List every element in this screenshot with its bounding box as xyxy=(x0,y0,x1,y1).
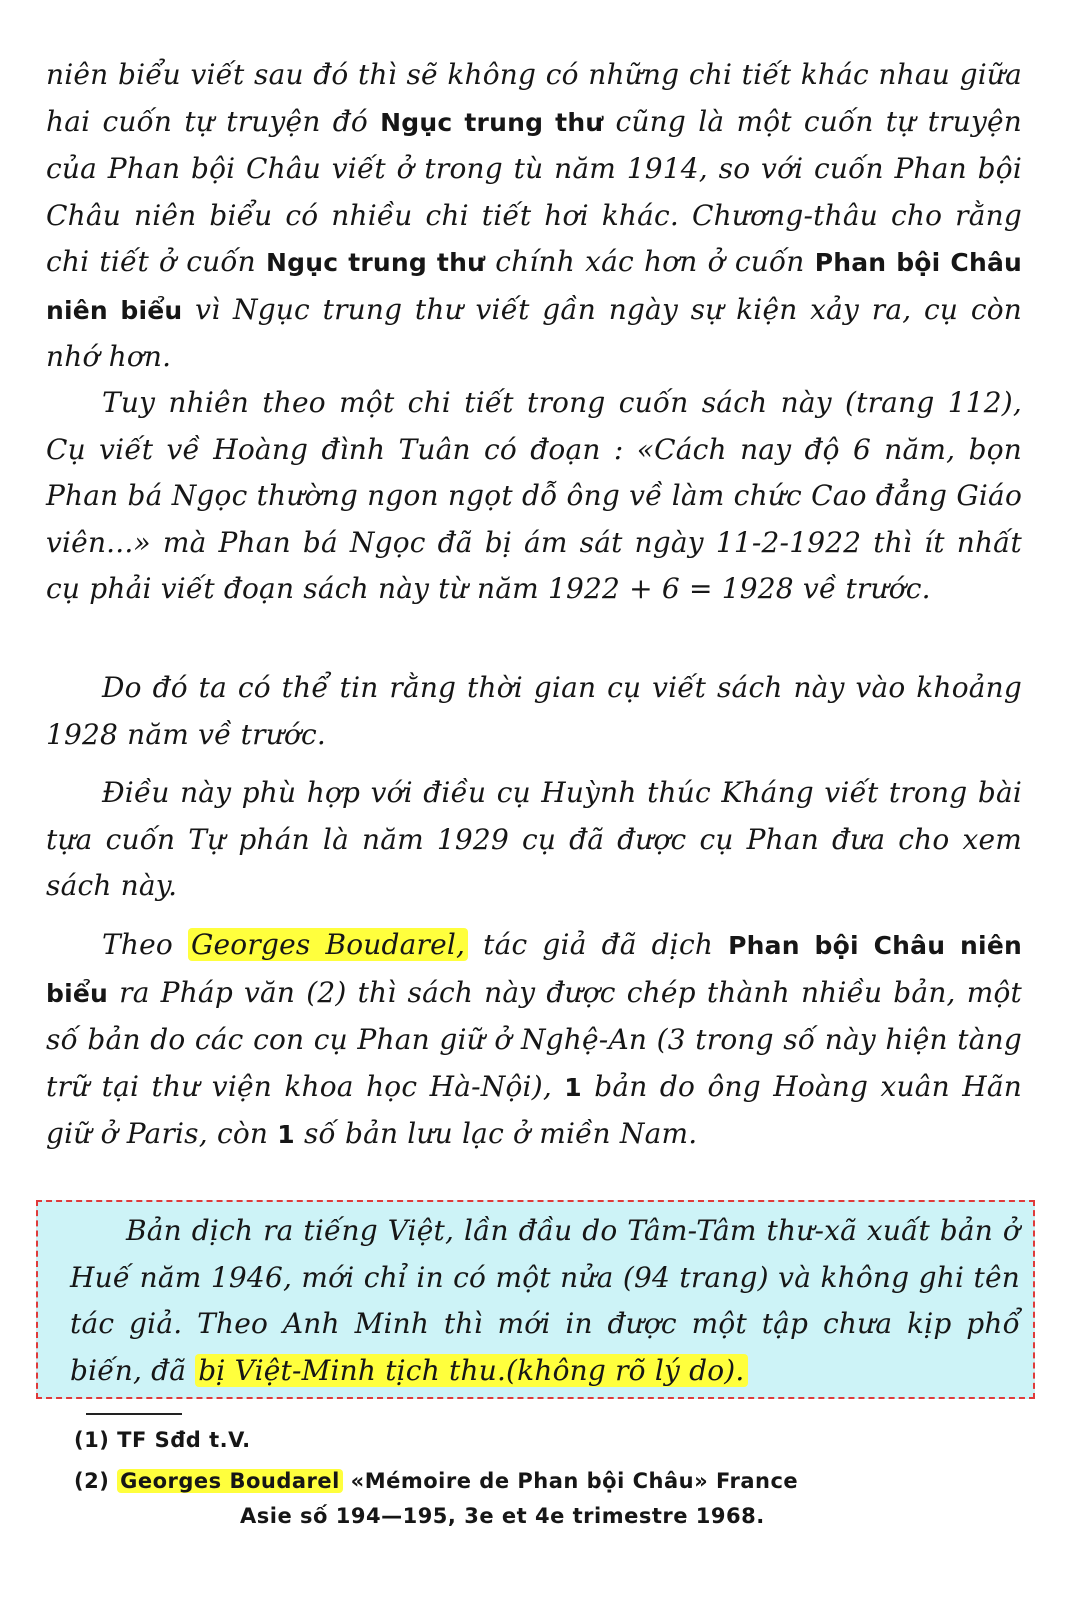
text-run: Điều này phù hợp với điều cụ Huỳnh thúc Kháng viết trong bài tựa cuốn Tự phán là năm 1929 cụ đã được cụ Phan đưa cho xem sách này. xyxy=(46,776,1022,902)
paragraph-6 xyxy=(70,1208,1020,1394)
paragraph-3 xyxy=(46,665,1022,758)
bold-title: Phan bội Châu niên biểu xyxy=(46,248,1023,325)
text-run: tác giả đã dịch xyxy=(468,928,729,961)
highlighted-phrase: bị Việt-Minh tịch thu.(không rõ lý do). xyxy=(195,1354,747,1387)
bold-number: 1 xyxy=(277,1120,295,1149)
text-run: Theo xyxy=(102,928,188,961)
text-run: Tuy nhiên theo một chi tiết trong cuốn sách này (trang 112), Cụ viết về Hoàng đình Tuân có đoạn : «Cách nay độ 6 năm, bọn Phan bá Ngọc thường ngon ngọt dỗ ông về làm chức Cao đẳng Giáo viên...» mà Phan bá Ngọc đã bị ám sát ngày 11-2-1922 thì ít nhất cụ phải viết đoạn sách này từ năm 1922 + 6 = 1928 về trước. xyxy=(46,386,1022,605)
bold-title: Phan bội Châu niên biểu xyxy=(46,931,1022,1008)
text-run: Bản dịch ra tiếng Việt, lần đầu do Tâm-Tâm thư-xã xuất bản ở Huế năm 1946, mới chỉ in có một nửa (94 trang) và không ghi tên tác giả. Theo Anh Minh thì mới in được một tập chưa kịp phổ biến, đã xyxy=(70,1214,1020,1387)
footnote-number: (2) xyxy=(74,1469,118,1493)
text-run: ra Pháp văn (2) thì sách này được chép thành nhiều bản, một số bản do các con cụ Phan giữ ở Nghệ-An (3 trong số này hiện tàng trữ tại thư viện khoa học Hà-Nội), xyxy=(46,975,1022,1103)
highlighted-name: Georges Boudarel xyxy=(117,1469,343,1493)
footnote-1: (1) TF Sđd t.V. xyxy=(74,1428,251,1452)
paragraph-1 xyxy=(46,52,1022,381)
text-run: bản do ông Hoàng xuân Hãn giữ ở Paris, còn xyxy=(46,1069,1022,1150)
footnote-2-line-2: Asie số 194—195, 3e et 4e trimestre 1968. xyxy=(240,1504,765,1528)
text-run: niên biểu viết sau đó thì sẽ không có những chi tiết khác nhau giữa hai cuốn tự truyện đó xyxy=(46,58,1022,138)
highlighted-name: Georges Boudarel, xyxy=(188,928,468,961)
text-run: «Mémoire de Phan bội Châu» France xyxy=(342,1469,799,1493)
footnote-2 xyxy=(74,1466,798,1496)
text-run: chính xác hơn ở cuốn xyxy=(485,245,815,278)
bold-number: 1 xyxy=(564,1072,582,1102)
text-run: cũng là một cuốn tự truyện của Phan bội Châu viết ở trong tù năm 1914, so với cuốn Phan bội Châu niên biểu có nhiều chi tiết hơi khác. Chương-thâu cho rằng chi tiết ở cuốn xyxy=(46,104,1022,278)
footnote-divider xyxy=(86,1413,182,1415)
paragraph-2 xyxy=(46,380,1022,613)
text-run: Do đó ta có thể tin rằng thời gian cụ viết sách này vào khoảng 1928 năm về trước. xyxy=(46,671,1022,751)
text-run: vì Ngục trung thư viết gần ngày sự kiện xảy ra, cụ còn nhớ hơn. xyxy=(46,292,1022,373)
text-run: số bản lưu lạc ở miền Nam. xyxy=(294,1117,698,1150)
paragraph-5 xyxy=(46,922,1022,1159)
bold-title: Ngục trung thư xyxy=(266,248,486,277)
paragraph-4 xyxy=(46,770,1022,910)
bold-title: Ngục trung thư xyxy=(380,107,604,137)
